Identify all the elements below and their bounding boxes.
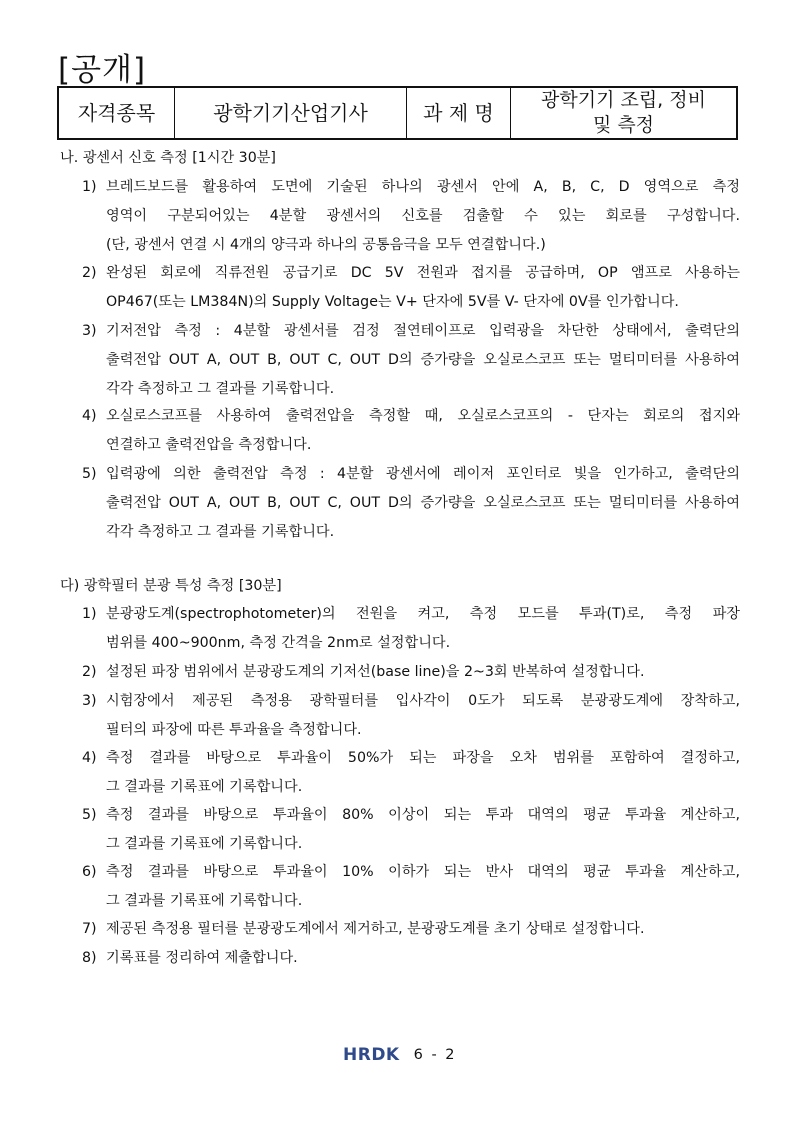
- section-c-title: 다) 광학필터 분광 특성 측정 [30분]: [60, 578, 282, 594]
- item-line: 기저전압 측정 : 4분할 광센서를 검정 절연테이프로 입력광을 차단한 상태에서, 출력단의: [106, 323, 740, 339]
- item-number: 6): [82, 864, 97, 880]
- item-line: 분광광도계(spectrophotometer)의 전원을 켜고, 측정 모드를 투과(T)로, 측정 파장: [106, 606, 740, 622]
- item-line: 기록표를 정리하여 제출합니다.: [106, 950, 298, 966]
- item-line: 측정 결과를 바탕으로 투과율이 80% 이상이 되는 투과 대역의 평균 투과율 계산하고,: [106, 807, 740, 823]
- item-line: 입력광에 의한 출력전압 측정 : 4분할 광센서에 레이저 포인터로 빛을 인가하고, 출력단의: [106, 466, 740, 482]
- task-value: [511, 87, 738, 139]
- item-number: 1): [82, 179, 97, 195]
- qualification-label: 자격종목: [58, 87, 175, 139]
- public-label: [공개]: [58, 52, 147, 88]
- section-b-title: 나. 광센서 신호 측정 [1시간 30분]: [60, 150, 276, 166]
- item-line: 필터의 파장에 따른 투과율을 측정합니다.: [106, 722, 362, 738]
- item-number: 2): [82, 265, 97, 281]
- page-footer: [343, 1045, 457, 1065]
- info-table: [57, 86, 738, 140]
- item-number: 3): [82, 693, 97, 709]
- item-line: 범위를 400~900nm, 측정 간격을 2nm로 설정합니다.: [106, 635, 451, 651]
- qualification-value: 광학기기산업기사: [175, 87, 407, 139]
- page-number: 6 - 2: [413, 1047, 457, 1063]
- item-number: 1): [82, 606, 97, 622]
- item-number: 7): [82, 921, 97, 937]
- item-line: 설정된 파장 범위에서 분광광도계의 기저선(base line)을 2~3회 반복하여 설정합니다.: [106, 664, 645, 680]
- hrdk-logo: HRDK: [343, 1045, 400, 1065]
- item-line: 각각 측정하고 그 결과를 기록합니다.: [106, 381, 335, 397]
- item-line: 각각 측정하고 그 결과를 기록합니다.: [106, 524, 335, 540]
- item-line: OP467(또는 LM384N)의 Supply Voltage는 V+ 단자에 5V를 V- 단자에 0V를 인가합니다.: [106, 294, 679, 310]
- item-number: 4): [82, 408, 97, 424]
- item-number: 2): [82, 664, 97, 680]
- item-line: 시험장에서 제공된 측정용 광학필터를 입사각이 0도가 되도록 분광광도계에 장착하고,: [106, 693, 740, 709]
- item-number: 5): [82, 807, 97, 823]
- item-line: 브레드보드를 활용하여 도면에 기술된 하나의 광센서 안에 A, B, C, D 영역으로 측정: [106, 179, 740, 195]
- item-number: 3): [82, 323, 97, 339]
- item-line: 그 결과를 기록표에 기록합니다.: [106, 779, 303, 795]
- item-line: 영역이 구분되어있는 4분할 광센서의 신호를 검출할 수 있는 회로를 구성합니다.: [106, 208, 740, 224]
- item-line: 그 결과를 기록표에 기록합니다.: [106, 836, 303, 852]
- item-number: 5): [82, 466, 97, 482]
- item-line: 완성된 회로에 직류전원 공급기로 DC 5V 전원과 접지를 공급하며, OP 앰프로 사용하는: [106, 265, 740, 281]
- item-line: 출력전압 OUT A, OUT B, OUT C, OUT D의 증가량을 오실로스코프 또는 멀티미터를 사용하여: [106, 352, 740, 368]
- item-line: (단, 광센서 연결 시 4개의 양극과 하나의 공통음극을 모두 연결합니다.): [106, 237, 546, 253]
- item-line: 출력전압 OUT A, OUT B, OUT C, OUT D의 증가량을 오실로스코프 또는 멀티미터를 사용하여: [106, 495, 740, 511]
- item-number: 4): [82, 750, 97, 766]
- task-value-line2: 및 측정: [592, 114, 655, 136]
- item-line: 측정 결과를 바탕으로 투과율이 10% 이하가 되는 반사 대역의 평균 투과율 계산하고,: [106, 864, 740, 880]
- item-line: 오실로스코프를 사용하여 출력전압을 측정할 때, 오실로스코프의 - 단자는 회로의 접지와: [106, 408, 740, 424]
- item-number: 8): [82, 950, 97, 966]
- item-line: 측정 결과를 바탕으로 투과율이 50%가 되는 파장을 오차 범위를 포함하여 결정하고,: [106, 750, 740, 766]
- task-value-line1: 광학기기 조립, 정비: [541, 89, 706, 111]
- task-label: 과 제 명: [407, 87, 511, 139]
- item-line: 연결하고 출력전압을 측정합니다.: [106, 437, 312, 453]
- item-line: 그 결과를 기록표에 기록합니다.: [106, 893, 303, 909]
- item-line: 제공된 측정용 필터를 분광광도계에서 제거하고, 분광광도계를 초기 상태로 설정합니다.: [106, 921, 645, 937]
